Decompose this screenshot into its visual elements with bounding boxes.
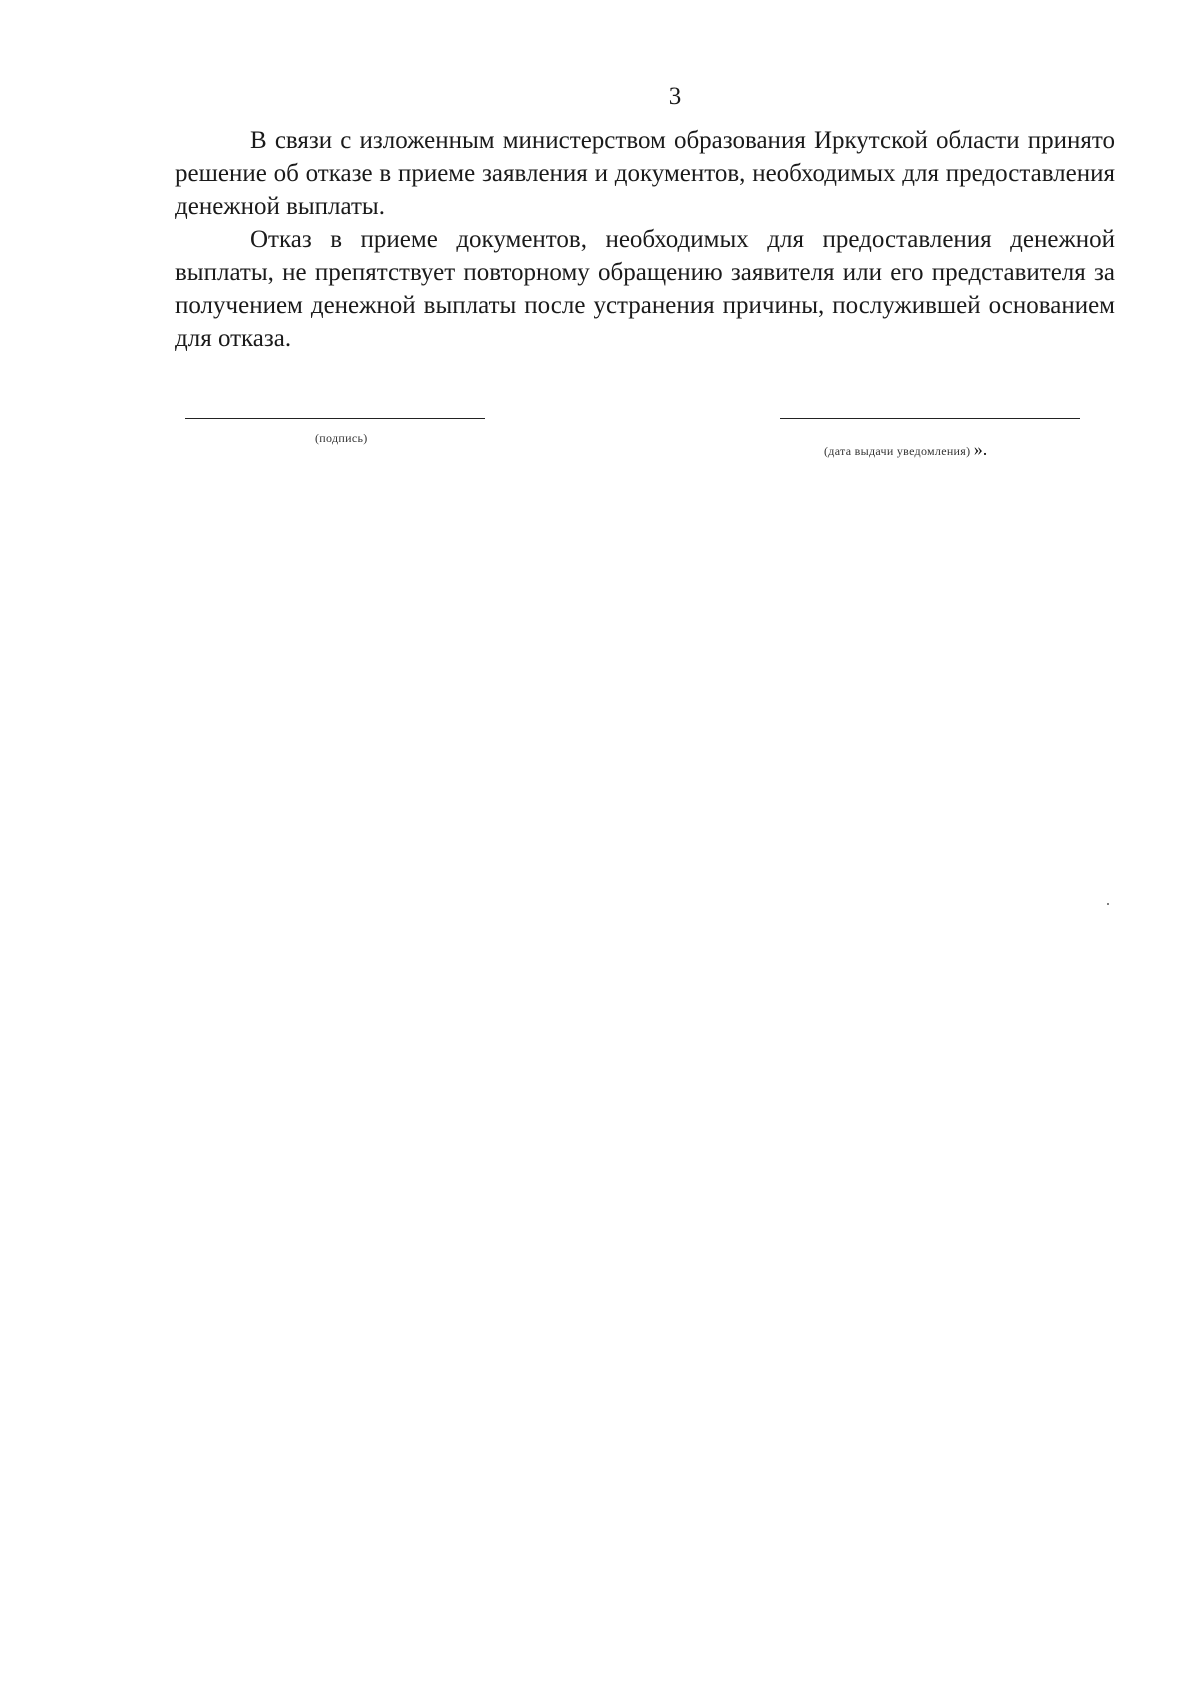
scan-speck <box>1107 903 1109 905</box>
paragraph-refusal-note: Отказ в приеме документов, необходимых для предоставления денежной выплаты, не препятствует повторному обращению заявителя или его представителя за получением денежной выплаты после устранения причины, послужившей основанием для отказа. <box>175 226 1115 352</box>
paragraph-decision: В связи с изложенным министерством образования Иркутской области принято решение об отказе в приеме заявления и документов, необходимых для предоставления денежной выплаты. <box>175 127 1115 220</box>
date-line <box>780 418 1080 419</box>
date-caption <box>824 439 988 459</box>
date-caption-text: (дата выдачи уведомления) <box>824 444 971 458</box>
page-number: 3 <box>668 83 682 110</box>
document-body <box>175 124 1115 355</box>
signature-caption: (подпись) <box>315 431 368 445</box>
closing-quote: ». <box>973 439 988 459</box>
signature-line <box>185 418 485 419</box>
signature-block <box>0 418 1200 478</box>
